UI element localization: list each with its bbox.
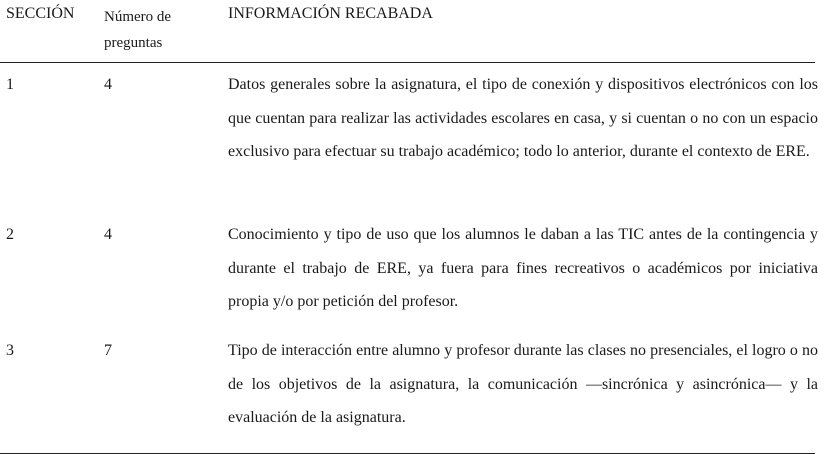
header-informacion-recabada: INFORMACIÓN RECABADA (228, 5, 433, 22)
table-row (0, 333, 818, 454)
row-numero: 4 (104, 76, 112, 93)
row-numero: 7 (104, 342, 112, 359)
header-seccion: SECCIÓN (6, 5, 75, 22)
row-seccion: 3 (6, 342, 14, 359)
table-header (0, 0, 815, 63)
row-informacion: Conocimiento y tipo de uso que los alumnos le daban a las TIC antes de la contingencia y durante el trabajo de ERE, ya fuera para fines recreativos o académicos por iniciativa propia y/o por petición del profesor. (228, 226, 818, 310)
row-informacion: Datos generales sobre la asignatura, el tipo de conexión y dispositivos electrónicos con los que cuentan para realizar las actividades escolares en casa, y si cuentan o no con un espacio exclusivo para efectuar su trabajo académico; todo lo anterior, durante el contexto de ERE. (228, 76, 818, 160)
header-numero-preguntas: Número de preguntas (104, 9, 172, 51)
row-numero: 4 (104, 226, 112, 243)
row-seccion: 1 (6, 76, 14, 93)
row-informacion: Tipo de interacción entre alumno y profesor durante las clases no presenciales, el logro o no de los objetivos de la asignatura, la comunicación —sincrónica y asincrónica— y la evaluación de la asignatura. (228, 342, 818, 426)
table-row (0, 67, 818, 217)
table-row (0, 217, 818, 333)
row-seccion: 2 (6, 226, 14, 243)
